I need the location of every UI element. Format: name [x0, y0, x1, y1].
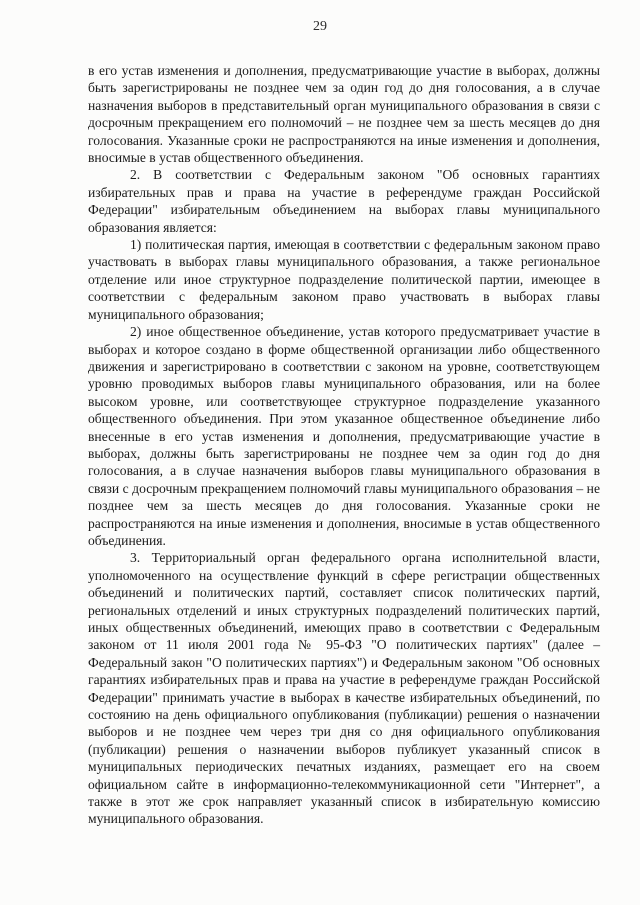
paragraph-2: 2. В соответствии с Федеральным законом "Об основных гарантиях избирательных прав и права на участие в референдуме граждан Российской Федерации" избирательным объединением на выборах главы муниципального образования является: [88, 167, 600, 235]
list-item-1: 1) политическая партия, имеющая в соответствии с федеральным законом право участвовать в выборах главы муниципального образования, а также региональное отделение или иное структурное подразделение политической партии, имеющее в соответствии с федеральным законом право участвовать в выборах главы муниципального образования; [88, 237, 600, 322]
document-body [88, 62, 600, 828]
page-number: 29 [313, 19, 327, 34]
paragraph-3: 3. Территориальный орган федерального органа исполнительной власти, уполномоченного на осуществление функций в сфере регистрации общественных объединений и политических партий, составляет список политических партий, региональных отделений и иных структурных подразделений политических партий, иных общественных объединений, имеющих право в соответствии с Федеральным законом от 11 июля 2001 года № 95-ФЗ "О политических партиях" (далее – Федеральный закон "О политических партиях") и Федеральным законом "Об основных гарантиях избирательных прав и права на участие в референдуме граждан Российской Федерации" принимать участие в выборах в качестве избирательных объединений, по состоянию на день официального опубликования (публикации) решения о назначении выборов и не позднее чем через три дня со дня официального опубликования (публикации) решения о назначении выборов публикует указанный список в муниципальных периодических печатных изданиях, размещает его на своем официальном сайте в информационно-телекоммуникационной сети "Интернет", а также в этот же срок направляет указанный список в избирательную комиссию муниципального образования. [88, 550, 600, 827]
paragraph-continuation: в его устав изменения и дополнения, предусматривающие участие в выборах, должны быть зарегистрированы не позднее чем за один год до дня голосования, а в случае назначения выборов в представительный орган муниципального образования в связи с досрочным прекращением его полномочий – не позднее чем за шесть месяцев до дня голосования. Указанные сроки не распространяются на иные изменения и дополнения, вносимые в устав общественного объединения. [88, 63, 600, 166]
list-item-2: 2) иное общественное объединение, устав которого предусматривает участие в выборах и которое создано в форме общественной организации либо общественного движения и зарегистрировано в соответствии с законом на уровне, соответствующем уровню проводимых выборов главы муниципального образования, или на более высоком уровне, или соответствующее структурное подразделение указанного общественного объединения. При этом указанное общественное объединение либо внесенные в его устав изменения и дополнения, предусматривающие участие в выборах, должны быть зарегистрированы не позднее чем за один год до дня голосования, а в случае назначения выборов главы муниципального образования в связи с досрочным прекращением полномочий главы муниципального образования – не позднее чем за шесть месяцев до дня голосования. Указанные сроки не распространяются на иные изменения и дополнения, вносимые в устав общественного объединения. [88, 324, 600, 548]
